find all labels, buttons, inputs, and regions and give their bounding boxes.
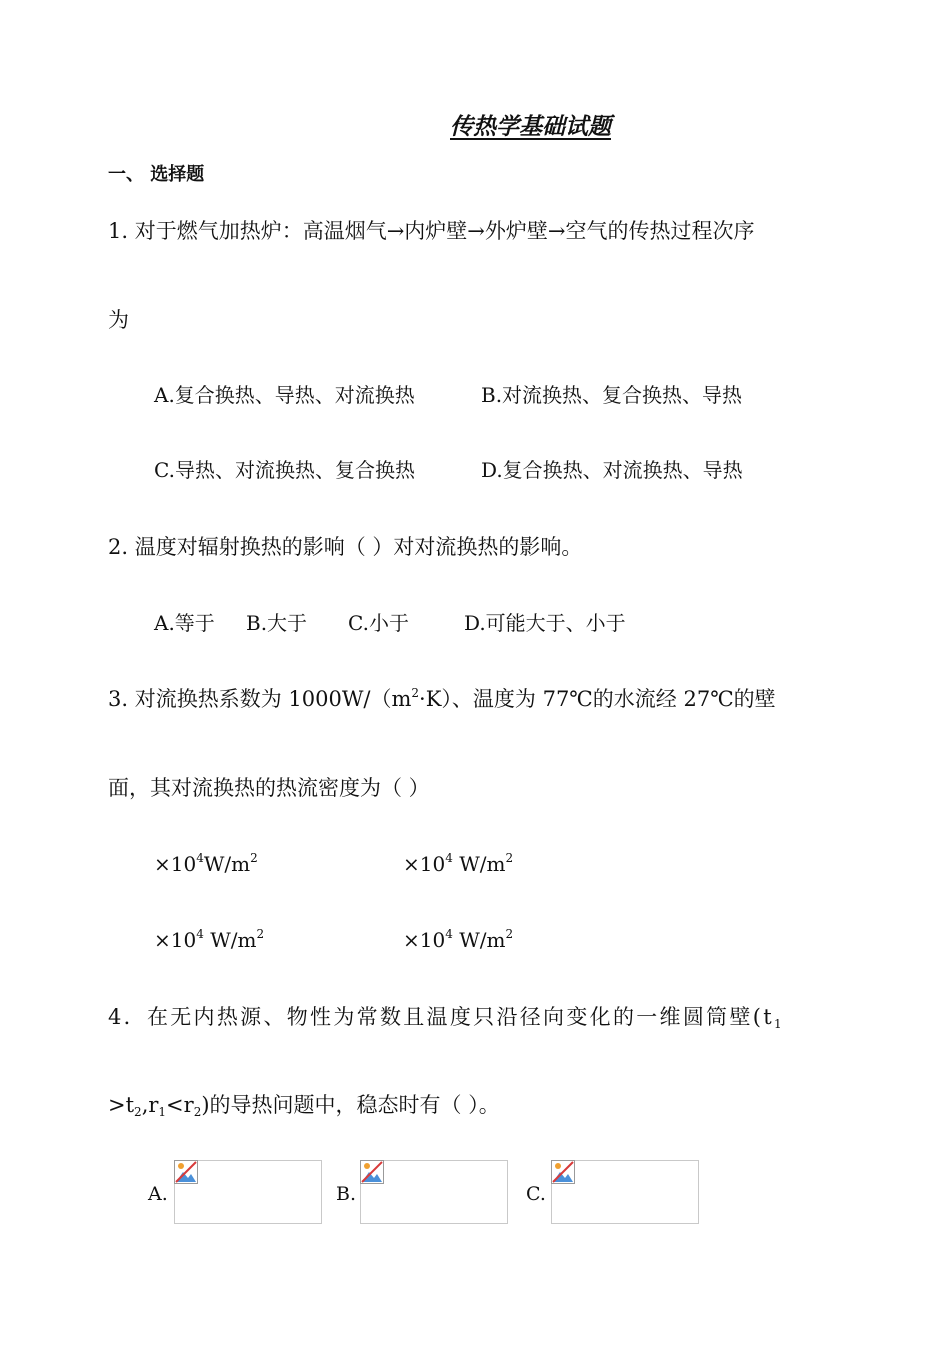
question-4-option-b-image xyxy=(360,1160,508,1224)
question-4-option-a-label: A. xyxy=(148,1183,168,1205)
broken-image-icon xyxy=(360,1160,384,1184)
question-4-line-1: 4．在无内热源、物性为常数且温度只沿径向变化的一维圆筒壁($t_1$ xyxy=(108,1005,784,1031)
broken-image-icon xyxy=(174,1160,198,1184)
question-2-line-1: 2. 温度对辐射换热的影响（ ）对对流换热的影响。 xyxy=(108,535,583,559)
broken-image-icon xyxy=(551,1160,575,1184)
question-1-line-2: 为 xyxy=(108,308,129,332)
question-4-option-c-image xyxy=(551,1160,699,1224)
question-3-line-2: 面，其对流换热的热流密度为（ ） xyxy=(108,776,430,800)
question-1-option-d: D.复合换热、对流换热、导热 xyxy=(481,458,743,482)
question-2-option-d: D.可能大于、小于 xyxy=(464,611,626,635)
question-4-option-b-label: B. xyxy=(336,1183,357,1205)
question-4-option-a-image xyxy=(174,1160,322,1224)
question-1-option-b: B.对流换热、复合换热、导热 xyxy=(481,383,743,407)
question-1-option-a: A.复合换热、导热、对流换热 xyxy=(154,383,415,407)
question-3-line-1: 3. 对流换热系数为 $1000W/(m^2\cdot K)$、温度为 77℃的水流经 27℃的壁 xyxy=(108,686,776,711)
page-title: 传热学基础试题 xyxy=(450,113,611,140)
section-heading: 一、 选择题 xyxy=(108,164,205,185)
question-2-option-a: A.等于 xyxy=(154,611,215,635)
question-3-option-a: $\times 10^4W/m^2$ xyxy=(154,851,258,876)
question-3-option-c: $\times 10^4$ $W/m^2$ xyxy=(154,927,265,952)
question-2-option-c: C.小于 xyxy=(348,611,409,635)
question-2-option-b: B.大于 xyxy=(246,611,308,635)
question-3-option-d: $\times 10^4$ $W/m^2$ xyxy=(403,927,514,952)
question-1-line-1: 1. 对于燃气加热炉：高温烟气→内炉壁→外炉壁→空气的传热过程次序 xyxy=(108,219,755,243)
question-1-option-c: C.导热、对流换热、复合换热 xyxy=(154,458,415,482)
question-4-line-2: $>t_2,r_1<r_2$)的导热问题中，稳态时有（ ）。 xyxy=(108,1093,500,1119)
question-4-option-c-label: C. xyxy=(526,1183,546,1205)
question-3-option-b: $\times 10^4$ $W/m^2$ xyxy=(403,851,514,876)
